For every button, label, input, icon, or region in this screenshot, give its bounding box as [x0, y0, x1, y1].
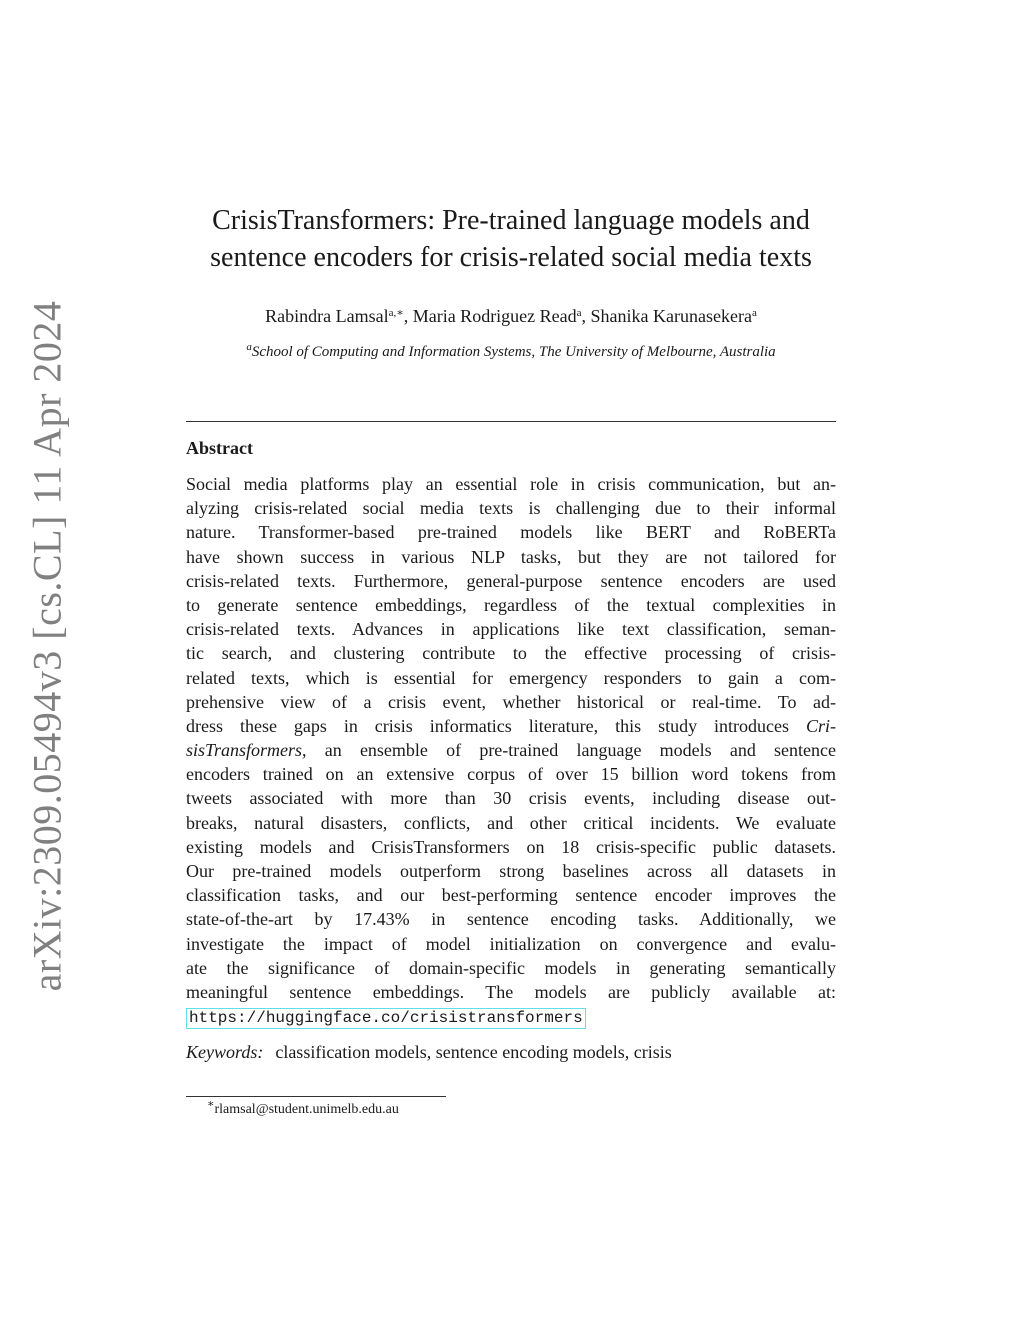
footnote-mark: ∗: [207, 1098, 215, 1110]
abstract-line: tweets associated with more than 30 crisis events, including disease out-: [186, 788, 836, 809]
author-separator: ,: [403, 306, 413, 326]
abstract-line: existing models and CrisisTransformers on 18 crisis-specific public datasets.: [186, 836, 836, 857]
keywords: [186, 1040, 672, 1064]
footnote: [207, 1098, 399, 1119]
author-list: [186, 304, 836, 328]
abstract-line: state-of-the-art by 17.43% in sentence encoding tasks. Additionally, we: [186, 909, 836, 930]
abstract-italic-text: sisTransformers: [186, 740, 303, 761]
affiliation-text: School of Computing and Information Systems, The University of Melbourne, Australia: [251, 344, 776, 360]
abstract-line: classification tasks, and our best-performing sentence encoder improves the: [186, 885, 836, 906]
abstract-line-text: , an ensemble of pre-trained language models and sentence: [302, 740, 836, 761]
author-affiliation-mark: a: [751, 307, 757, 319]
arxiv-identifier: arXiv:2309.05494v3 [cs.CL] 11 Apr 2024: [24, 300, 70, 992]
title-line: CrisisTransformers: Pre-trained language models and: [212, 205, 810, 236]
paper-title: [186, 202, 836, 276]
abstract-line: [186, 1004, 836, 1028]
abstract-line: meaningful sentence embeddings. The models are publicly available at:: [186, 981, 836, 1002]
abstract-line: tic search, and clustering contribute to the effective processing of crisis-: [186, 643, 836, 664]
abstract-line: to generate sentence embeddings, regardless of the textual complexities in: [186, 594, 836, 615]
abstract-line: alyzing crisis-related social media texts is challenging due to their informal: [186, 498, 836, 519]
abstract-line: have shown success in various NLP tasks, but they are not tailored for: [186, 546, 836, 567]
abstract-line: Social media platforms play an essential role in crisis communication, but an-: [186, 474, 836, 494]
abstract-line: crisis-related texts. Furthermore, general-purpose sentence encoders are used: [186, 570, 836, 591]
abstract-line: crisis-related texts. Advances in applications like text classification, seman-: [186, 619, 836, 640]
abstract-line: [186, 738, 836, 762]
abstract-italic-text: Cri-: [806, 715, 837, 736]
header-divider: [186, 421, 836, 422]
abstract-body: [186, 472, 836, 1028]
abstract-line: nature. Transformer-based pre-trained models like BERT and RoBERTa: [186, 522, 836, 543]
footnote-divider: [186, 1096, 446, 1097]
abstract-heading: Abstract: [186, 438, 253, 458]
huggingface-link[interactable]: https://huggingface.co/crisistransformers: [186, 1008, 586, 1029]
abstract-line: investigate the impact of model initialization on convergence and evalu-: [186, 933, 836, 954]
abstract-line: breaks, natural disasters, conflicts, and other critical incidents. We evaluate: [186, 812, 836, 833]
affiliation: [186, 342, 836, 362]
author-name: Shanika Karunasekera: [590, 306, 752, 326]
keywords-text: classification models, sentence encoding models, crisis: [275, 1042, 672, 1062]
author-name: Maria Rodriguez Read: [412, 306, 577, 326]
author-affiliation-mark: a,∗: [388, 307, 404, 319]
abstract-line: prehensive view of a crisis event, whether historical or real-time. To ad-: [186, 691, 836, 712]
author-name: Rabindra Lamsal: [265, 306, 389, 326]
keywords-label: Keywords:: [186, 1042, 264, 1062]
abstract-line: Our pre-trained models outperform strong baselines across all datasets in: [186, 861, 836, 881]
title-line: sentence encoders for crisis-related social media texts: [210, 242, 812, 273]
abstract-line: [186, 714, 836, 738]
footnote-email[interactable]: rlamsal@student.unimelb.edu.au: [214, 1102, 399, 1117]
abstract-line: ate the significance of domain-specific models in generating semantically: [186, 957, 836, 978]
abstract-line: encoders trained on an extensive corpus of over 15 billion word tokens from: [186, 764, 836, 785]
abstract-line: related texts, which is essential for emergency responders to gain a com-: [186, 667, 836, 688]
abstract-line-text: dress these gaps in crisis informatics literature, this study introduces: [186, 715, 790, 736]
author-separator: ,: [581, 306, 591, 326]
author-affiliation-mark: a: [576, 307, 582, 319]
affiliation-mark: a: [246, 341, 252, 353]
